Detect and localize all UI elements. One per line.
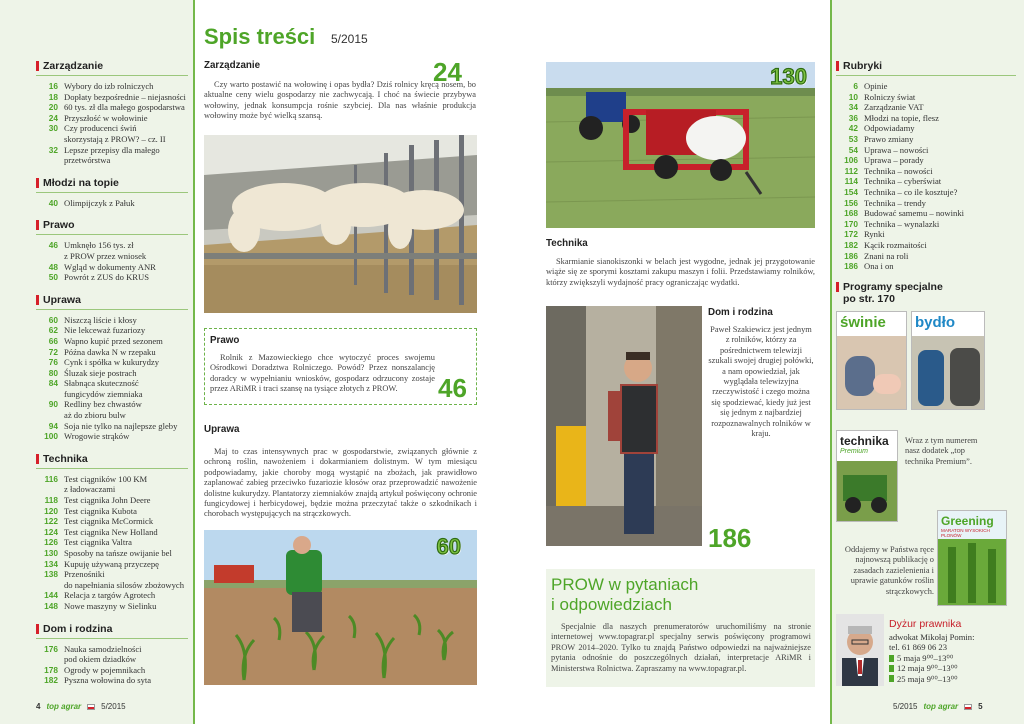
toc-item[interactable] [836,102,1016,113]
toc-page-number: 182 [844,239,858,250]
bydlo-title: bydło [912,312,984,333]
toc-item[interactable] [36,495,188,506]
toc-item-title: Późna dawka N w rzepaku [64,346,156,357]
toc-page-number: 126 [44,537,58,548]
dom-page-number: 186 [708,523,752,553]
toc-page-number: 186 [844,250,858,261]
dyzur-date [889,663,1019,673]
toc-page-number: 32 [48,144,58,155]
page-title: Spis treści [204,24,316,49]
toc-page-number: 30 [48,123,58,134]
toc-item[interactable] [36,516,188,527]
toc-section-heading [36,177,188,189]
toc-page-number: 100 [44,431,58,442]
toc-item[interactable] [36,559,188,570]
toc-item-title: Znani na roli [864,250,909,261]
toc-item[interactable] [36,378,188,389]
prawo-page-number: 46 [438,373,467,403]
toc-item[interactable] [836,251,1016,262]
greening-subtitle: MARATON WYSOKICH PLONÓW [938,528,1006,540]
toc-item[interactable] [36,590,188,601]
zarzadzanie-text: Czy warto postawić na wołowinę i opas bydła? Dziś rolnicy kręcą nosem, bo aktualne ceny wielu gospodarzy nie zachwycają. I choć na świecie przybywa wołowiny, jednak konsumpcja rośnie szybciej. Dla nas właśnie produkcja wołowiny może być wielką szansą. [204,80,476,121]
toc-page-number: 53 [848,133,858,144]
toc-list [36,198,188,209]
toc-item-title: Rolniczy świat [864,91,916,102]
toc-page-number: 18 [48,91,58,102]
toc-item-title: Budować samemu – nowinki [864,208,965,219]
section-divider [36,309,188,310]
toc-item-title: z ładowaczami [64,484,116,495]
toc-page-number: 118 [44,495,58,506]
technika-magazine-cover[interactable] [836,430,898,522]
toc-item-title: Wapno kupić przed sezonem [64,335,163,346]
toc-item[interactable] [36,251,188,262]
dyzur-date-text: 25 maja 9⁰⁰–13⁰⁰ [897,673,958,684]
toc-item-title: Odpowiadamy [864,123,915,134]
toc-section-heading [36,60,188,72]
toc-item[interactable] [36,123,188,134]
toc-item-title: Wrogowie strąków [64,431,130,442]
toc-page-number: 148 [44,600,58,611]
cattle-photo [204,135,477,313]
toc-page-number: 90 [48,399,58,410]
toc-item-title: Prawo zmiany [864,133,914,144]
dom-text: Paweł Szakiewicz jest jednym z rolników, którzy za pośrednictwem telewizji szukali swojej drugiej połówki, a nam opowiedział, jak wyglądała telewizyjna rzeczywistość i czego można się spodziewać, kiedy już jest się jednym z najbardziej rozpoznawalnych rolników w kraju. [708,325,814,439]
toc-item-title: Technika – wynalazki [864,218,940,229]
toc-item-title: Test ciągników 100 KM [64,473,148,484]
toc-item[interactable] [36,81,188,92]
dyzur-date-text: 5 maja 9⁰⁰–13⁰⁰ [897,652,954,663]
toc-item[interactable] [36,113,188,124]
toc-item-title: Ona i on [864,261,894,272]
zarzadzanie-heading: Zarządzanie [204,60,261,71]
toc-item[interactable] [836,240,1016,251]
toc-item-title: Przenośniki [64,569,105,580]
toc-item-title: Uprawa – porady [864,155,924,166]
toc-item[interactable] [36,368,188,379]
toc-page-number: 54 [848,144,858,155]
toc-item[interactable] [836,134,1016,145]
toc-item[interactable] [836,261,1016,272]
toc-page-number: 36 [848,112,858,123]
greening-note: Oddajemy w Państwa ręce najnowszą publikację o zasadach zazielenienia i uprawie gatunków roślin strączkowych. [844,545,934,596]
section-marker [36,454,39,464]
bale-wrapper-photo [546,62,815,228]
prawo-heading: Prawo [210,335,240,346]
right-logo: top agrar [923,702,959,711]
toc-list [36,81,188,166]
toc-item[interactable] [836,92,1016,103]
left-issue: 5/2015 [101,702,126,711]
toc-page-number: 62 [48,325,58,336]
toc-page-number: 106 [844,155,858,166]
toc-item-title: Test ciągnika John Deere [64,495,151,506]
toc-item[interactable] [36,325,188,336]
toc-item-title: Czy producenci świń [64,123,137,134]
programy-heading [836,281,943,305]
toc-item[interactable] [36,421,188,432]
toc-page-number: 60 [48,314,58,325]
section-divider [36,192,188,193]
toc-page-number: 80 [48,367,58,378]
toc-page-number [36,484,58,495]
toc-item[interactable] [36,155,188,166]
toc-item[interactable] [36,315,188,326]
toc-item[interactable] [836,155,1016,166]
toc-item-title: skorzystają z PROW? – cz. II [64,133,166,144]
toc-page-number: 24 [48,112,58,123]
toc-page-number: 16 [48,81,58,91]
toc-page-number: 94 [48,420,58,431]
toc-item-title: Redliny bez chwastów [64,399,142,410]
toc-item-title: Technika – trendy [864,197,926,208]
toc-page-number: 34 [848,102,858,113]
toc-item-title: Ogrody w pojemnikach [64,664,146,675]
section-marker [36,178,39,188]
toc-item-title: Nowe maszyny w Sielinku [64,600,157,611]
toc-page-number [36,654,58,665]
toc-item[interactable] [36,262,188,273]
right-divider [830,0,832,724]
bydlo-magazine-cover[interactable] [911,311,985,410]
toc-page-number: 20 [48,102,58,113]
toc-page-number: 50 [48,272,58,283]
toc-item[interactable] [36,240,188,251]
toc-item[interactable] [36,644,188,655]
toc-item-title: Sposoby na tańsze owijanie bel [64,548,172,558]
toc-item-title: przetwórstwa [64,155,111,166]
lawyer-dates [889,653,1019,684]
toc-item-title: Śluzak sieje postrach [64,367,137,378]
toc-item[interactable] [36,675,188,686]
section-marker [36,624,39,634]
toc-item-title: Zarządzanie VAT [864,102,924,113]
toc-item-title: Pyszna wołowina do syta [64,675,152,686]
toc-page-number: 42 [848,123,858,134]
section-label: Dom i rodzina [43,622,113,635]
toc-section-heading [36,219,188,231]
rubryki-list [836,60,1016,272]
toc-page-number [36,251,58,262]
technika-mag-title: technika [837,431,897,448]
toc-item-title: aż do zbioru bulw [64,410,126,421]
toc-item-title: Słabnąca skuteczność [64,378,139,389]
technika-text: Skarmianie sianokiszonki w belach jest wygodne, jednak jej przygotowanie wiąże się ze sporymi kosztami zakupu maszyn i folii. Przedstawiamy rolników, którzy zwiększyli wydajność pracy ograniczając wydatki. [546,257,815,287]
toc-item[interactable] [36,399,188,410]
section-marker [36,295,39,305]
toc-page-number: 144 [44,590,58,601]
prawo-text: Rolnik z Mazowieckiego chce wytoczyć proces swojemu Ośrodkowi Doradztwa Rolniczego. Powód? Przez nonszalancję doradcy w wypełnianiu wniosków, gospodarz odrzucony zostaje przez ARiMR i traci szansę na tysiące złotych z PROW. [210,353,435,394]
left-footer [36,702,126,711]
left-flag-icon [87,704,95,710]
toc-item-title: Cynk i spółka w kukurydzy [64,357,160,368]
toc-item[interactable] [36,102,188,113]
toc-item-title: Olimpijczyk z Pałuk [64,197,135,208]
swinie-title: świnie [837,312,906,333]
toc-item-title: Lepsze przepisy dla małego [64,144,160,155]
right-issue: 5/2015 [893,702,918,711]
left-page-number: 4 [36,702,41,711]
toc-list [836,81,1016,272]
toc-item[interactable] [36,92,188,103]
programy-heading-line2: po str. 170 [843,293,895,305]
toc-page-number: 186 [844,261,858,272]
prow-heading-line1: PROW w pytaniach [551,575,699,594]
toc-page-number: 66 [48,335,58,346]
right-page-number: 5 [978,702,983,711]
toc-page-number [36,410,58,421]
toc-item[interactable] [36,580,188,591]
toc-item[interactable] [836,145,1016,156]
section-label: Rubryki [843,60,883,72]
toc-item[interactable] [836,113,1016,124]
toc-item[interactable] [36,347,188,358]
toc-page-number [36,580,58,591]
toc-page-number: 176 [44,643,58,654]
technika-heading: Technika [546,238,588,249]
toc-page-number: 172 [844,229,858,240]
zarzadzanie-page-number: 24 [433,57,462,87]
toc-item[interactable] [36,431,188,442]
section-label: Uprawa [43,293,81,306]
technika-page-number: 130 [770,64,807,89]
toc-item[interactable] [836,166,1016,177]
section-marker [836,61,839,71]
toc-page-number [36,155,58,166]
toc-page-number: 114 [844,176,858,187]
section-divider [36,234,188,235]
toc-item-title: z PROW przez wniosek [64,250,147,261]
right-flag-icon [964,704,972,710]
toc-page-number: 138 [44,569,58,580]
toc-item[interactable] [36,198,188,209]
toc-item-title: Test ciągnika Kubota [64,505,137,516]
toc-item[interactable] [836,229,1016,240]
toc-page-number: 122 [44,516,58,527]
toc-list [36,240,188,282]
section-label: Prawo [43,219,75,232]
dom-heading: Dom i rodzina [708,307,773,318]
bullet-square-icon [889,665,894,672]
toc-item[interactable] [36,548,188,559]
toc-list [36,474,188,612]
toc-page-number [36,389,58,400]
greening-magazine-cover[interactable] [937,510,1007,606]
toc-page-number: 48 [48,261,58,272]
toc-item[interactable] [836,198,1016,209]
toc-item-title: Nauka samodzielności [64,643,142,654]
section-divider [36,638,188,639]
prow-heading-line2: i odpowiedziach [551,595,672,614]
toc-page-number: 156 [844,197,858,208]
toc-section-heading [36,623,188,635]
toc-page-number: 72 [48,346,58,357]
toc-page-number: 130 [44,548,58,558]
uprawa-page-number: 60 [436,534,461,559]
toc-page-number: 124 [44,526,58,537]
toc-item-title: do napełniania silosów zbożowych [64,579,185,590]
toc-item[interactable] [36,654,188,665]
technika-note: Wraz z tym numerem nasz dodatek „top technika Premium”. [905,436,978,466]
dyzur-date [889,653,1019,663]
toc-page-number: 170 [844,218,858,229]
toc-item[interactable] [836,81,1016,92]
toc-page-number: 6 [853,81,858,91]
toc-item-title: Kącik rozmaitości [864,239,927,250]
toc-page-number: 120 [44,505,58,516]
toc-list [36,644,188,686]
toc-section-heading [36,294,188,306]
toc-list [36,315,188,442]
section-label: Młodzi na topie [43,176,119,189]
issue-number: 5/2015 [331,32,368,46]
toc-item-title: Młodzi na topie, flesz [864,112,939,123]
toc-item-title: Niszczą liście i kłosy [64,314,137,325]
toc-page-number: 10 [848,91,858,102]
left-toc [36,60,188,697]
section-divider [36,75,188,76]
toc-page-number: 46 [48,240,58,251]
toc-item-title: Powrót z ZUS do KRUS [64,272,149,283]
prow-heading [551,575,698,615]
bullet-square-icon [889,675,894,682]
toc-section-heading [36,453,188,465]
toc-item[interactable] [836,219,1016,230]
toc-item-title: Opinie [864,81,888,91]
toc-item-title: Nie lekceważ fuzariozy [64,325,146,336]
toc-item[interactable] [836,208,1016,219]
toc-item-title: Test ciągnika New Holland [64,526,158,537]
toc-item-title: Relacja z targów Agrotech [64,590,156,601]
lawyer-photo [836,614,884,686]
technika-mag-subtitle: Premium [840,448,869,455]
toc-item-title: Kupuję używaną przyczepę [64,558,159,569]
toc-item-title: fungicydów ziemniaka [64,388,143,399]
dyzur-date [889,674,1019,684]
toc-item[interactable] [36,569,188,580]
toc-page-number: 178 [44,664,58,675]
toc-item-title: Wybory do izb rolniczych [64,81,154,91]
toc-item[interactable] [36,506,188,517]
toc-page-number: 168 [844,208,858,219]
left-logo: top agrar [46,702,82,711]
toc-page-number: 134 [44,558,58,569]
prow-text: Specjalnie dla naszych prenumeratorów uruchomiliśmy na stronie internetowej www.topagrar.pl specjalny serwis poświęcony programowi PROW 2014–2020. Tylko tu znajdą Państwo odpowiedzi na najważniejsze pytania odnośnie do poszczególnych działań, interpretacje ARiMR i Ministerstwa Rolnictwa. Zapraszamy na www.topagrar.pl. [551,622,811,673]
toc-item-title: Technika – cyberświat [864,176,942,187]
toc-item-title: pod okiem dziadków [64,654,137,665]
toc-item[interactable] [36,272,188,283]
toc-item-title: Technika – nowości [864,165,933,176]
toc-item-title: Przyszłość w wołowinie [64,112,148,123]
toc-item-title: Uprawa – nowości [864,144,929,155]
toc-page-number: 76 [48,357,58,368]
toc-item[interactable] [836,123,1016,134]
section-label: Technika [43,452,88,465]
toc-section-heading [836,60,1016,72]
toc-item[interactable] [36,601,188,612]
toc-item[interactable] [36,527,188,538]
farmer-photo [546,306,702,546]
toc-item[interactable] [36,665,188,676]
dyzur-date-text: 12 maja 9⁰⁰–13⁰⁰ [897,663,958,674]
toc-item[interactable] [836,187,1016,198]
dyzur-title: Dyżur prawnika [889,618,962,630]
section-marker [36,61,39,71]
toc-item[interactable] [36,389,188,400]
programy-marker [836,282,839,292]
toc-item[interactable] [36,537,188,548]
toc-page-number: 84 [48,378,58,389]
toc-item-title: 60 tys. zł dla małego gospodarstwa [64,102,185,113]
toc-item[interactable] [36,484,188,495]
section-divider [36,468,188,469]
lawyer-name: adwokat Mikołaj Pomin: [889,632,975,642]
lawyer-phone[interactable]: tel. 61 869 06 23 [889,642,948,653]
toc-item-title: Wgląd w dokumenty ANR [64,261,156,272]
toc-page-number: 112 [844,165,858,176]
toc-item-title: Umknęło 156 tys. zł [64,240,134,251]
toc-item[interactable] [36,134,188,145]
toc-item[interactable] [836,176,1016,187]
left-divider [193,0,195,724]
swinie-magazine-cover[interactable] [836,311,907,410]
toc-item[interactable] [36,336,188,347]
toc-page-number [36,134,58,145]
dyzur-details [889,632,1019,684]
uprawa-heading: Uprawa [204,424,240,435]
toc-page-number: 116 [44,473,58,484]
toc-item-title: Dopłaty bezpośrednie – niejasności [64,91,186,102]
toc-item[interactable] [36,145,188,156]
uprawa-text: Maj to czas intensywnych prac w gospodarstwie, związanych głównie z ochroną roślin, nawożeniem i dokarmianiem dolistnym. W tym miesiącu podpowiadamy, jakie choroby mogą wystąpić na zbożach, jak prawidłowo zaplanować zabieg przeciwko fuzariozie kłosów oraz przeprowadzić nawożenie dolistne kukurydzy. Plantatorzy ziemniaków znajdą artykuł poświęcony ochronie fungicydowej i herbicydowej, będzie można przeczytać także o szkodnikach i chorobach występujących na strączkowych. [204,447,477,519]
toc-item[interactable] [36,474,188,485]
toc-item-title: Soja nie tylko na najlepsze gleby [64,420,178,431]
bullet-square-icon [889,655,894,662]
toc-page-number: 154 [844,186,858,197]
toc-item-title: Test ciągnika Valtra [64,537,132,548]
toc-item-title: Test ciągnika McCormick [64,516,154,527]
greening-title: Greening [938,511,1006,528]
programy-heading-line1: Programy specjalne [843,281,943,293]
section-label: Zarządzanie [43,60,104,72]
right-footer [893,702,983,711]
section-marker [36,220,39,230]
toc-page-number: 182 [44,675,58,686]
toc-item-title: Rynki [864,229,885,240]
corn-field-photo [204,530,477,685]
toc-item-title: Technika – co ile kosztuje? [864,186,958,197]
toc-item[interactable] [36,410,188,421]
toc-item[interactable] [36,357,188,368]
section-divider [836,75,1016,76]
toc-page-number: 40 [48,197,58,208]
